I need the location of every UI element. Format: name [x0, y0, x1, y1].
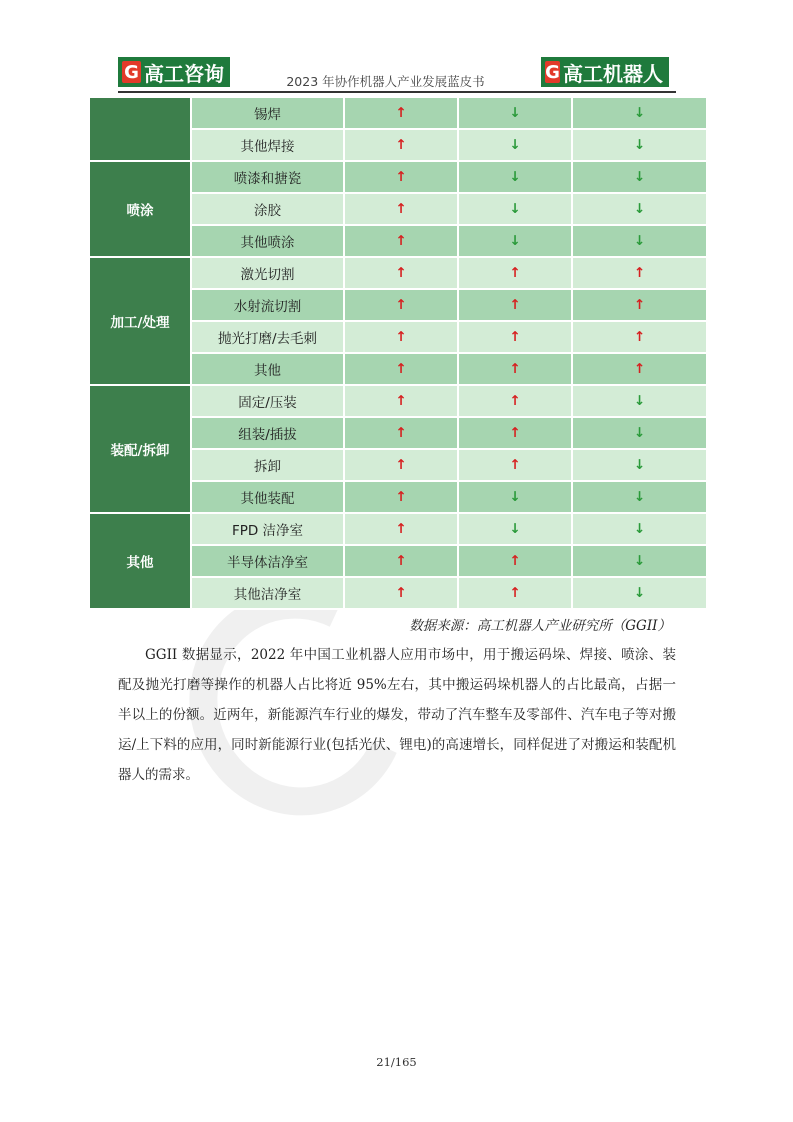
down-arrow-icon: ↓ [633, 521, 646, 537]
up-arrow-icon: ↑ [633, 297, 646, 313]
trend-cell [572, 193, 707, 225]
up-arrow-icon: ↑ [395, 425, 407, 441]
up-arrow-icon: ↑ [395, 361, 407, 377]
up-arrow-icon: ↑ [395, 265, 407, 281]
trend-cell [344, 129, 458, 161]
up-arrow-icon: ↑ [509, 361, 521, 377]
up-arrow-icon: ↑ [395, 137, 407, 153]
trend-cell [344, 193, 458, 225]
table-row [89, 97, 707, 129]
trend-cell [458, 545, 572, 577]
g-logo-icon: G [545, 61, 560, 83]
item-cell: 喷漆和搪瓷 [191, 161, 344, 193]
down-arrow-icon: ↓ [633, 137, 646, 153]
table-row [89, 257, 707, 289]
trend-cell [458, 321, 572, 353]
data-source-note: 数据来源：高工机器人产业研究所（GGII） [409, 618, 671, 634]
up-arrow-icon: ↑ [395, 489, 407, 505]
trend-cell [458, 289, 572, 321]
item-cell: 其他 [191, 353, 344, 385]
trend-cell [572, 129, 707, 161]
trend-cell [458, 577, 572, 609]
trend-cell [572, 289, 707, 321]
trend-cell [458, 193, 572, 225]
down-arrow-icon: ↓ [509, 233, 521, 249]
up-arrow-icon: ↑ [509, 585, 521, 601]
up-arrow-icon: ↑ [395, 201, 407, 217]
up-arrow-icon: ↑ [633, 361, 646, 377]
trend-cell [572, 449, 707, 481]
trend-cell [458, 513, 572, 545]
trend-cell [344, 385, 458, 417]
trend-cell [572, 513, 707, 545]
item-cell: 其他焊接 [191, 129, 344, 161]
trend-cell [458, 449, 572, 481]
category-cell: 装配/拆卸 [89, 385, 191, 513]
trend-cell [458, 385, 572, 417]
item-cell: 涂胶 [191, 193, 344, 225]
trend-cell [458, 129, 572, 161]
up-arrow-icon: ↑ [395, 521, 407, 537]
trend-cell [344, 225, 458, 257]
trend-cell [344, 289, 458, 321]
header-divider [118, 91, 676, 93]
down-arrow-icon: ↓ [633, 585, 646, 601]
trend-cell [344, 353, 458, 385]
trend-cell [344, 545, 458, 577]
down-arrow-icon: ↓ [509, 489, 521, 505]
item-cell: FPD 洁净室 [191, 513, 344, 545]
trend-cell [344, 257, 458, 289]
up-arrow-icon: ↑ [395, 553, 407, 569]
trend-cell [344, 481, 458, 513]
trend-cell [572, 577, 707, 609]
category-cell: 其他 [89, 513, 191, 609]
up-arrow-icon: ↑ [509, 329, 521, 345]
up-arrow-icon: ↑ [509, 265, 521, 281]
down-arrow-icon: ↓ [509, 137, 521, 153]
item-cell: 半导体洁净室 [191, 545, 344, 577]
up-arrow-icon: ↑ [509, 553, 521, 569]
item-cell: 其他装配 [191, 481, 344, 513]
down-arrow-icon: ↓ [633, 425, 646, 441]
trend-cell [458, 353, 572, 385]
right-logo-text: 高工机器人 [563, 61, 663, 86]
down-arrow-icon: ↓ [633, 553, 646, 569]
trend-cell [344, 577, 458, 609]
item-cell: 组装/插拔 [191, 417, 344, 449]
application-trend-table [88, 96, 708, 610]
down-arrow-icon: ↓ [509, 169, 521, 185]
up-arrow-icon: ↑ [633, 329, 646, 345]
down-arrow-icon: ↓ [633, 201, 646, 217]
trend-cell [572, 481, 707, 513]
trend-cell [344, 417, 458, 449]
down-arrow-icon: ↓ [509, 521, 521, 537]
g-logo-icon: G [122, 61, 141, 83]
down-arrow-icon: ↓ [633, 489, 646, 505]
document-title: 2023 年协作机器人产业发展蓝皮书 [286, 74, 485, 89]
gaogong-robot-logo [541, 57, 669, 87]
up-arrow-icon: ↑ [509, 425, 521, 441]
page-number: 21/165 [376, 1055, 417, 1069]
trend-cell [344, 161, 458, 193]
trend-cell [572, 321, 707, 353]
trend-cell [572, 353, 707, 385]
up-arrow-icon: ↑ [395, 297, 407, 313]
table-row [89, 513, 707, 545]
trend-cell [344, 513, 458, 545]
trend-cell [458, 417, 572, 449]
left-logo-text: 高工咨询 [144, 61, 224, 86]
item-cell: 其他喷涂 [191, 225, 344, 257]
trend-cell [458, 225, 572, 257]
up-arrow-icon: ↑ [509, 393, 521, 409]
up-arrow-icon: ↑ [395, 329, 407, 345]
item-cell: 锡焊 [191, 97, 344, 129]
trend-cell [572, 417, 707, 449]
category-cell [89, 97, 191, 161]
trend-cell [458, 161, 572, 193]
down-arrow-icon: ↓ [633, 105, 646, 121]
up-arrow-icon: ↑ [509, 457, 521, 473]
gaogong-consulting-logo [118, 57, 230, 87]
item-cell: 固定/压装 [191, 385, 344, 417]
up-arrow-icon: ↑ [395, 393, 407, 409]
trend-cell [572, 385, 707, 417]
trend-cell [344, 97, 458, 129]
trend-cell [458, 481, 572, 513]
up-arrow-icon: ↑ [509, 297, 521, 313]
down-arrow-icon: ↓ [509, 201, 521, 217]
down-arrow-icon: ↓ [633, 457, 646, 473]
item-cell: 抛光打磨/去毛刺 [191, 321, 344, 353]
category-cell: 喷涂 [89, 161, 191, 257]
down-arrow-icon: ↓ [633, 169, 646, 185]
up-arrow-icon: ↑ [395, 169, 407, 185]
table-row [89, 161, 707, 193]
trend-cell [572, 257, 707, 289]
item-cell: 拆卸 [191, 449, 344, 481]
up-arrow-icon: ↑ [395, 105, 407, 121]
body-paragraph: GGII 数据显示，2022 年中国工业机器人应用市场中，用于搬运码垛、焊接、喷涂、装配及抛光打磨等操作的机器人占比将近 95%左右，其中搬运码垛机器人的占比最高，占据一半以上的份额。近两年，新能源汽车行业的爆发，带动了汽车整车及零部件、汽车电子等对搬运/上下料的应用，同时新能源行业(包括光伏、锂电)的高速增长，同样促进了对搬运和装配机器人的需求。 [118, 647, 676, 783]
trend-cell [572, 225, 707, 257]
up-arrow-icon: ↑ [395, 457, 407, 473]
trend-cell [458, 257, 572, 289]
down-arrow-icon: ↓ [633, 393, 646, 409]
up-arrow-icon: ↑ [395, 233, 407, 249]
down-arrow-icon: ↓ [509, 105, 521, 121]
trend-cell [344, 321, 458, 353]
item-cell: 水射流切割 [191, 289, 344, 321]
up-arrow-icon: ↑ [633, 265, 646, 281]
trend-cell [572, 545, 707, 577]
down-arrow-icon: ↓ [633, 233, 646, 249]
trend-cell [572, 161, 707, 193]
category-cell: 加工/处理 [89, 257, 191, 385]
up-arrow-icon: ↑ [395, 585, 407, 601]
trend-cell [344, 449, 458, 481]
item-cell: 其他洁净室 [191, 577, 344, 609]
trend-cell [572, 97, 707, 129]
table-row [89, 385, 707, 417]
trend-cell [458, 97, 572, 129]
item-cell: 激光切割 [191, 257, 344, 289]
